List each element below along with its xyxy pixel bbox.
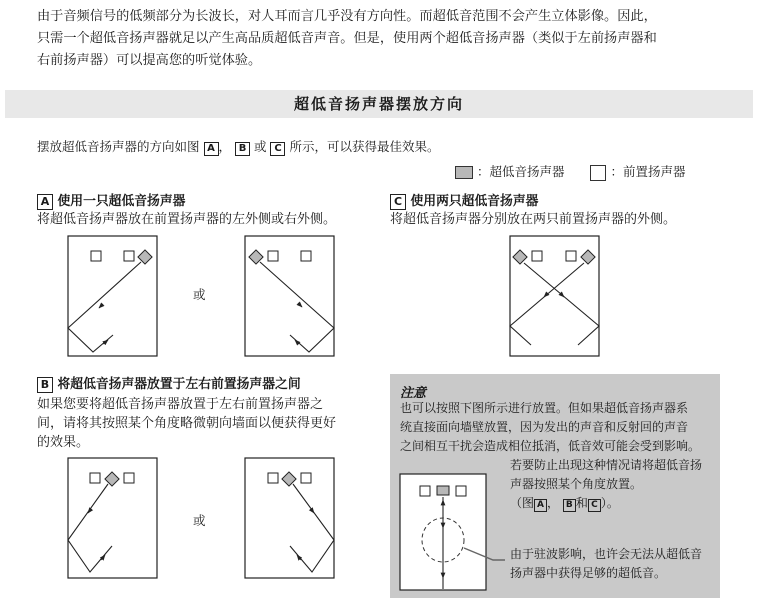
front-speaker-right (301, 473, 311, 483)
figure-b-desc-line-2: 间，请将其按照某个角度略微朝向墙面以便获得更好 (37, 416, 337, 431)
figure-b-title: 将超低音扬声器放置于左右前置扬声器之间 (57, 377, 301, 392)
note-diagram (400, 474, 505, 590)
note-key-b: B (563, 499, 576, 512)
diagram-a-left (68, 236, 157, 356)
section-title: 超低音扬声器摆放方向 (293, 95, 464, 113)
diagram-a-right (245, 236, 334, 356)
figure-c-desc: 将超低音扬声器分别放在两只前置扬声器的外侧。 (390, 212, 677, 227)
subwoofer-speaker (437, 486, 449, 495)
placement-text-b: 所示，可以获得最佳效果。 (289, 139, 440, 154)
figure-c-key: C (390, 194, 406, 210)
figure-a-desc: 将超低音扬声器放在前置扬声器的左外侧或右外侧。 (37, 212, 337, 227)
front-speaker-right (566, 251, 576, 261)
note-key-c: C (588, 499, 601, 512)
placement-text-a: 摆放超低音扬声器的方向如图 (37, 139, 200, 154)
front-speaker-left (91, 251, 101, 261)
figure-b-key: B (37, 377, 53, 393)
front-speaker-left (268, 473, 278, 483)
figure-b-desc-line-3: 的效果。 (37, 435, 90, 450)
note-side-open: （图 (510, 496, 535, 510)
note-title: 注意 (400, 386, 427, 401)
intro-line-1: 由于音频信号的低频部分为长波长，对人耳而言几乎没有方向性。而超低音范围不会产生立体影像。因此， (37, 9, 657, 24)
note-key-a: A (534, 499, 547, 512)
front-speaker-left (268, 251, 278, 261)
diagram-b-right (245, 458, 334, 578)
front-speaker-right (456, 486, 466, 496)
placement-sep: ， (218, 139, 232, 154)
front-speaker-left (532, 251, 542, 261)
diagram-b-left (68, 458, 157, 578)
note-callout-line-1: 由于驻波影响，也许会无法从超低音 (510, 547, 703, 561)
legend-subwoofer-label: ：超低音扬声器 (476, 164, 565, 179)
front-speaker-left (90, 473, 100, 483)
note-sep: ， (547, 496, 560, 510)
placement-or: 或 (253, 139, 267, 154)
intro-line-3: 右前扬声器）可以提高您的听觉体验。 (37, 53, 262, 68)
note-line-3: 之间相互干扰会造成相位抵消，低音效可能会受到影响。 (400, 439, 701, 453)
figure-a-title: 使用一只超低音扬声器 (57, 194, 186, 209)
figure-a-key: A (37, 194, 53, 210)
key-c-badge: C (270, 142, 285, 156)
front-speaker-right (124, 251, 134, 261)
key-a-badge: A (204, 142, 219, 156)
note-callout-line-2: 扬声器中获得足够的超低音。 (510, 566, 667, 580)
note-side-line-1: 若要防止出现这种情况请将超低音扬 (510, 458, 703, 472)
figure-b-or: 或 (193, 513, 206, 528)
note-line-2: 统直接面向墙壁放置，因为发出的声音和反射回的声音 (400, 420, 689, 434)
figure-a-or: 或 (193, 287, 206, 302)
diagram-c (510, 236, 599, 356)
front-speaker-right (301, 251, 311, 261)
figure-b-desc-line-1: 如果您要将超低音扬声器放置于左右前置扬声器之 (37, 397, 324, 412)
note-side-close: ）。 (600, 496, 619, 510)
key-b-badge: B (235, 142, 250, 156)
intro-line-2: 只需一个超低音扬声器就足以产生高品质超低音声音。但是，使用两个超低音扬声器（类似于左前扬声器和 (37, 31, 657, 46)
note-line-1: 也可以按照下图所示进行放置。但如果超低音扬声器系 (400, 401, 689, 415)
front-speaker-right (124, 473, 134, 483)
figure-c-title: 使用两只超低音扬声器 (410, 194, 539, 209)
front-speaker-left (420, 486, 430, 496)
note-side-line-2: 声器按照某个角度放置。 (510, 477, 643, 491)
note-and: 和 (575, 496, 588, 510)
legend-front-label: ：前置扬声器 (610, 164, 686, 179)
